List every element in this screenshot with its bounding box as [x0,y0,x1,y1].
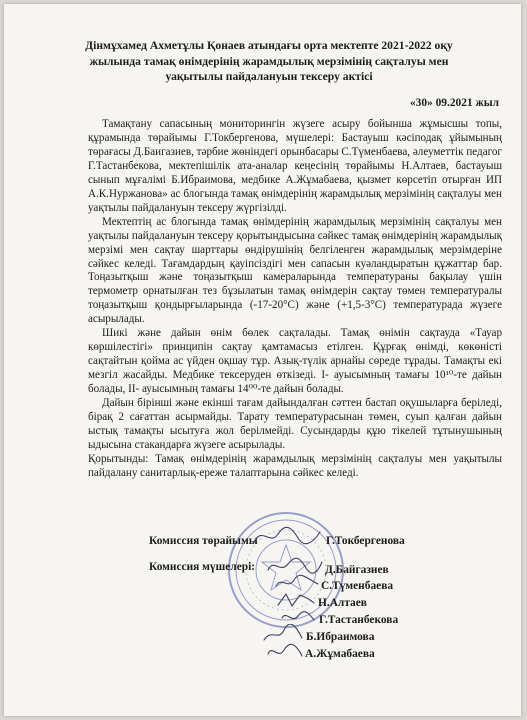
chair-label: Комиссия төрайымы [149,535,258,547]
member-name-2: С.Түменбаева [321,580,394,592]
member-signature-3 [276,591,316,609]
paragraph-1: Тамақтану сапасының мониторингін жүзеге асыру бойынша жұмысшы топы, құрамында төрайымы Г.Токбергенова, мүшелері: Бастауыш кәсіподақ ұйымының төрағасы Д.Баигазиев, тәрбие жөніндегі орынбасары С.Түменбаева, әлеуметтік педагог Г.Тастанбекова, мектепішілік ата-аналар кеңесінің төрайымы Н.Алтаев, бастауыш сынып мұғалімі Б.Ибраимова, медбике А.Жұмабаева, қызмет көрсетіп отырған ИП А.К.Нуржанова» ас блогында тамақ өнімдерінің жарамдылық мерзімінің сақталуы мен уақтылы пайдалануын тексеру жүргізілді. [88,118,502,214]
paragraph-conclusion: Қорытынды: Тамақ өнімдерінің жарамдылық мерзімінің сақталуы мен уақытылы пайдалану санитарлық-ереже талаптарына сәйкес келеді. [88,452,502,479]
members-label: Комиссия мүшелері: [149,561,256,573]
document-page [4,4,521,716]
member-name-3: Н.Алтаев [318,597,367,609]
paragraph-3: Шикі және дайын өнім бөлек сақталады. Тамақ өнімін сақтауда «Тауар көршілестігі» принципін сақтау қамтамасыз етілген. Құрғақ өнімді, көкөністі сақтайтын қойма ас үйден оқшау тұр. Азық-түлік арнайы сөреде тұрады. Тамақты екі мезгіл жасайды. Медбике тексеруден өткізеді. I- ауысымның тамағы 10¹⁰-те дайын болады, II- ауысымның тамағы 14⁰⁰-те дайын болады. [88,327,502,396]
member-name-6: А.Жұмабаева [305,648,375,660]
member-signature-1 [266,556,324,576]
document-body [88,118,502,481]
member-signature-2 [274,574,320,592]
document-date: «30» 09.2021 жыл [409,97,499,109]
member-name-1: Д.Байгазиев [325,564,389,576]
document-title: Дінмұхамед Ахметұлы Қонаев атындағы орта мектепте 2021-2022 оқу жылында тамақ өнімдерінің жарамдылық мерзімінің сақталуы мен уақытылы пайдалануын тексеру актісі [85,39,453,83]
paragraph-2: Мектептің ас блогында тамақ өнімдерінің жарамдылық мерзімінің сақталуы мен уақтылы пайдалануын тексеру қорытындысына сәйкес тамақ өнімдерінің жарамдылық мерзімі мен сақтау шарттары өндірушінің белгіленген жарамдылық мерзімдеріне сәйкес келеді. Тағамдардың қауіпсіздігі мен сапасын куәландыратын құжаттар бар. Тоңазытқыш және тоңазытқыш камераларында температураны бақылау үшін термометр орнатылған тез бұзылатын тамақ өнімдерін сақтау төмен температуралы тоңазытқыш қондырғыларында (-17-20°С) және (+1,5-3°С) температурада жүзеге асырылады. [88,215,502,326]
member-name-5: Б.Ибраимова [306,631,375,643]
member-signature-5 [262,624,304,644]
paragraph-4: Дайын бірінші және екінші тағам дайындалған сәттен бастап оқушыларға беріледі, бірақ 2 сағаттан асырмайды. Тарату температурасынан төмен, суып қалған дайын ыстық тамақты ысытуға жол берілмейді. Сусындарды құю тікелей тұтынушының ыдысына стакандарға жүзеге асырылады. [88,397,502,451]
member-name-4: Г.Тастанбекова [319,614,399,626]
member-signature-6 [266,642,304,662]
chair-signature-scribble [252,524,322,548]
chair-name: Г.Токбергенова [326,535,405,547]
